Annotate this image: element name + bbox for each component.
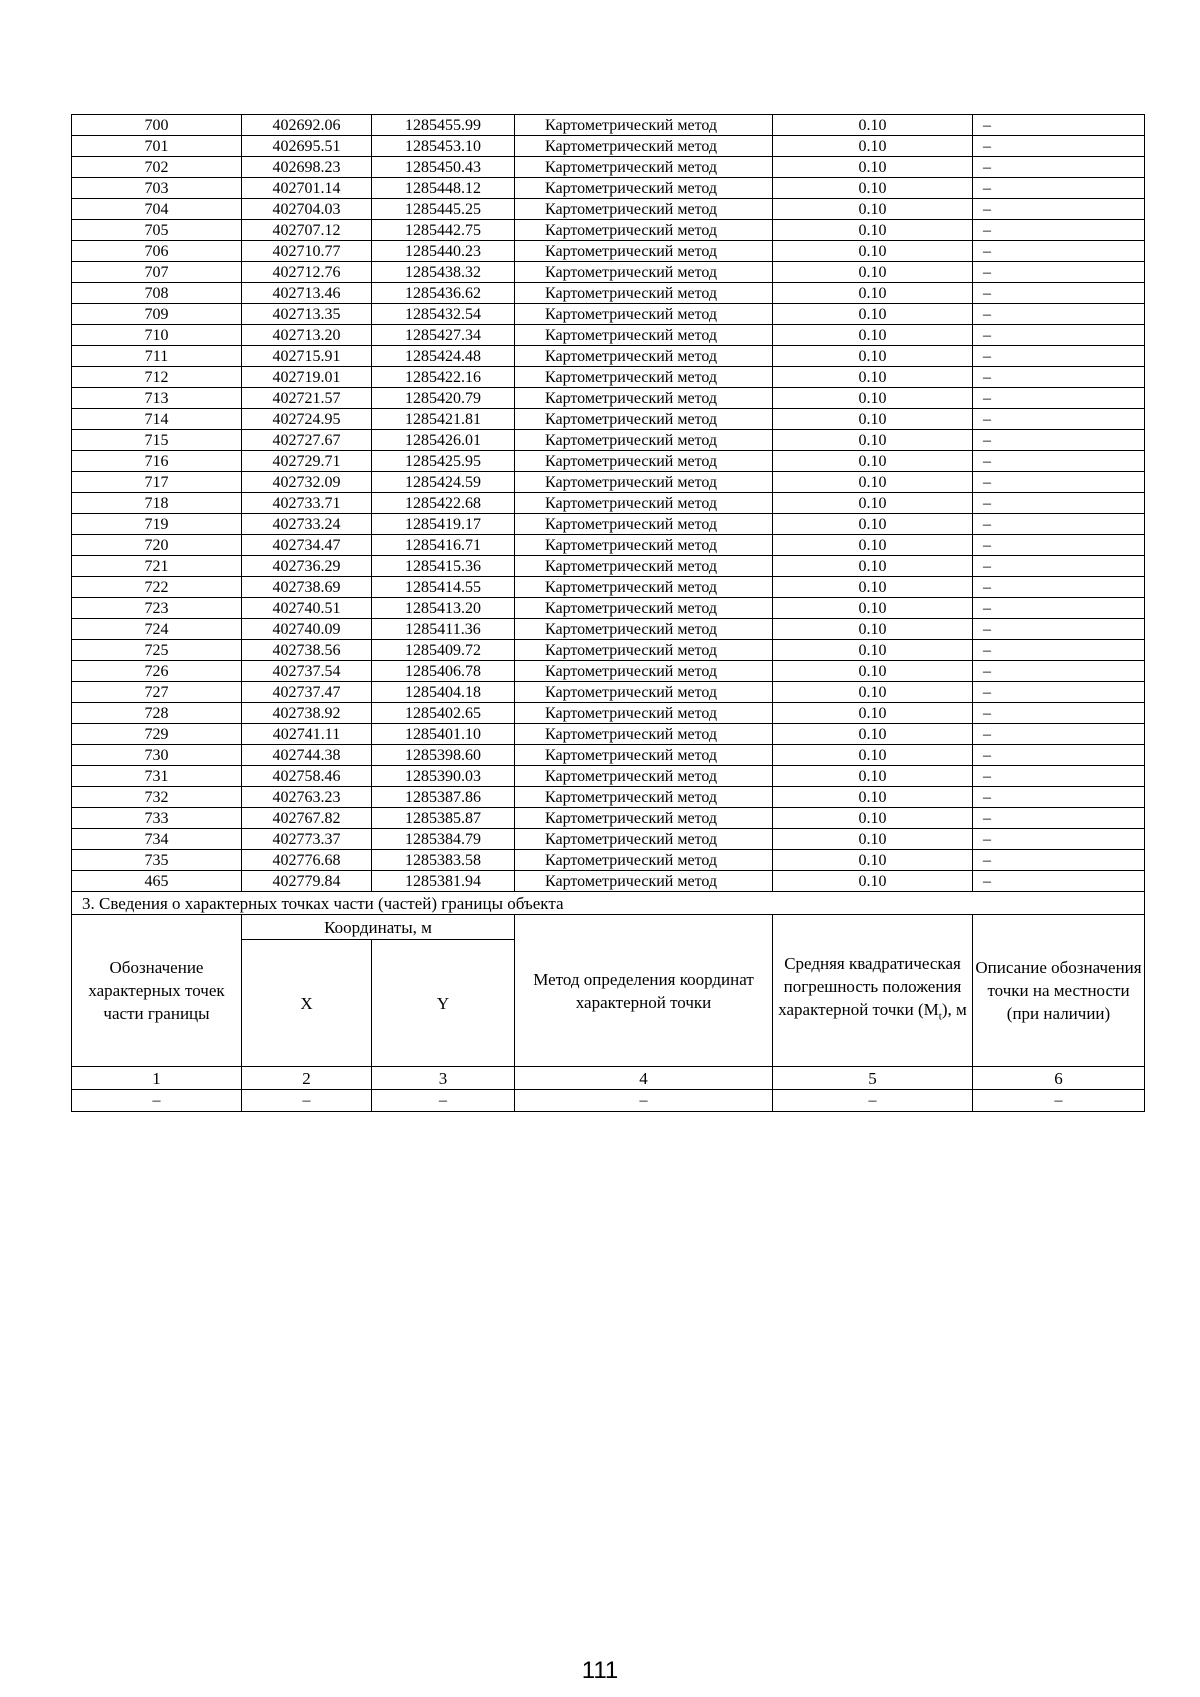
description-cell: –	[973, 178, 1145, 199]
x-cell: 402692.06	[242, 115, 372, 136]
section-3	[72, 892, 1145, 1112]
method-cell: Картометрический метод	[515, 451, 773, 472]
method-cell: Картометрический метод	[515, 619, 773, 640]
x-cell: 402724.95	[242, 409, 372, 430]
method-cell: Картометрический метод	[515, 829, 773, 850]
description-cell: –	[973, 136, 1145, 157]
x-cell: 402776.68	[242, 850, 372, 871]
table-row	[72, 577, 1145, 598]
point-cell: 703	[72, 178, 242, 199]
table-row	[72, 115, 1145, 136]
description-cell: –	[973, 703, 1145, 724]
method-cell: Картометрический метод	[515, 409, 773, 430]
table-row	[72, 283, 1145, 304]
col-number: 5	[773, 1067, 973, 1090]
x-cell: 402740.09	[242, 619, 372, 640]
y-cell: 1285436.62	[372, 283, 515, 304]
method-cell: Картометрический метод	[515, 283, 773, 304]
y-cell: 1285438.32	[372, 262, 515, 283]
point-cell: 723	[72, 598, 242, 619]
y-cell: 1285416.71	[372, 535, 515, 556]
y-cell: 1285384.79	[372, 829, 515, 850]
point-cell: 733	[72, 808, 242, 829]
mt-cell: 0.10	[773, 493, 973, 514]
table-row	[72, 430, 1145, 451]
table-row	[72, 157, 1145, 178]
mt-cell: 0.10	[773, 430, 973, 451]
point-cell: 724	[72, 619, 242, 640]
method-cell: Картометрический метод	[515, 157, 773, 178]
x-cell: 402712.76	[242, 262, 372, 283]
header-x: X	[242, 940, 372, 1067]
point-cell: 726	[72, 661, 242, 682]
description-cell: –	[973, 241, 1145, 262]
table-row	[72, 619, 1145, 640]
method-cell: Картометрический метод	[515, 871, 773, 892]
col-number: 2	[242, 1067, 372, 1090]
description-cell: –	[973, 850, 1145, 871]
x-cell: 402707.12	[242, 220, 372, 241]
point-cell: 704	[72, 199, 242, 220]
header-method: Метод определения координат характерной точки	[515, 915, 773, 1067]
x-cell: 402738.92	[242, 703, 372, 724]
mt-cell: 0.10	[773, 283, 973, 304]
mt-cell: 0.10	[773, 829, 973, 850]
mt-cell: 0.10	[773, 787, 973, 808]
table-row	[72, 220, 1145, 241]
method-cell: Картометрический метод	[515, 808, 773, 829]
y-cell: 1285424.48	[372, 346, 515, 367]
point-cell: 711	[72, 346, 242, 367]
mt-cell: 0.10	[773, 619, 973, 640]
x-cell: 402701.14	[242, 178, 372, 199]
point-cell: 718	[72, 493, 242, 514]
header-coordinates: Координаты, м	[242, 915, 515, 940]
mt-cell: 0.10	[773, 766, 973, 787]
method-cell: Картометрический метод	[515, 724, 773, 745]
point-cell: 722	[72, 577, 242, 598]
mt-cell: 0.10	[773, 409, 973, 430]
description-cell: –	[973, 787, 1145, 808]
x-cell: 402767.82	[242, 808, 372, 829]
mt-cell: 0.10	[773, 115, 973, 136]
table-row	[72, 682, 1145, 703]
mt-cell: 0.10	[773, 598, 973, 619]
x-cell: 402738.69	[242, 577, 372, 598]
empty-cell: –	[72, 1090, 242, 1112]
table-row	[72, 367, 1145, 388]
description-cell: –	[973, 808, 1145, 829]
header-mt-text: Средняя квадратическая погрешность положения характерной точки (M	[778, 954, 962, 1020]
boundary-points-table	[71, 114, 1145, 1112]
y-cell: 1285455.99	[372, 115, 515, 136]
header-point: Обозначение характерных точек части границы	[72, 915, 242, 1067]
table-row	[72, 514, 1145, 535]
mt-cell: 0.10	[773, 514, 973, 535]
table-row	[72, 136, 1145, 157]
description-cell: –	[973, 115, 1145, 136]
y-cell: 1285387.86	[372, 787, 515, 808]
col-number: 1	[72, 1067, 242, 1090]
method-cell: Картометрический метод	[515, 325, 773, 346]
table-row	[72, 325, 1145, 346]
col-number: 4	[515, 1067, 773, 1090]
description-cell: –	[973, 451, 1145, 472]
header-description: Описание обозначения точки на местности (при наличии)	[973, 915, 1145, 1067]
x-cell: 402713.46	[242, 283, 372, 304]
y-cell: 1285422.68	[372, 493, 515, 514]
x-cell: 402698.23	[242, 157, 372, 178]
point-cell: 731	[72, 766, 242, 787]
x-cell: 402744.38	[242, 745, 372, 766]
method-cell: Картометрический метод	[515, 241, 773, 262]
mt-cell: 0.10	[773, 682, 973, 703]
mt-cell: 0.10	[773, 304, 973, 325]
point-cell: 720	[72, 535, 242, 556]
mt-cell: 0.10	[773, 556, 973, 577]
table-row	[72, 346, 1145, 367]
x-cell: 402738.56	[242, 640, 372, 661]
method-cell: Картометрический метод	[515, 388, 773, 409]
y-cell: 1285413.20	[372, 598, 515, 619]
point-cell: 730	[72, 745, 242, 766]
point-cell: 701	[72, 136, 242, 157]
empty-cell: –	[515, 1090, 773, 1112]
x-cell: 402695.51	[242, 136, 372, 157]
mt-cell: 0.10	[773, 220, 973, 241]
x-cell: 402779.84	[242, 871, 372, 892]
description-cell: –	[973, 346, 1145, 367]
y-cell: 1285424.59	[372, 472, 515, 493]
point-cell: 706	[72, 241, 242, 262]
table-row	[72, 451, 1145, 472]
point-cell: 727	[72, 682, 242, 703]
point-cell: 465	[72, 871, 242, 892]
x-cell: 402741.11	[242, 724, 372, 745]
y-cell: 1285426.01	[372, 430, 515, 451]
table-row	[72, 493, 1145, 514]
x-cell: 402736.29	[242, 556, 372, 577]
table-row	[72, 808, 1145, 829]
method-cell: Картометрический метод	[515, 304, 773, 325]
empty-cell: –	[973, 1090, 1145, 1112]
description-cell: –	[973, 514, 1145, 535]
y-cell: 1285420.79	[372, 388, 515, 409]
y-cell: 1285398.60	[372, 745, 515, 766]
description-cell: –	[973, 304, 1145, 325]
method-cell: Картометрический метод	[515, 661, 773, 682]
empty-cell: –	[773, 1090, 973, 1112]
table-row	[72, 661, 1145, 682]
y-cell: 1285432.54	[372, 304, 515, 325]
mt-cell: 0.10	[773, 850, 973, 871]
description-cell: –	[973, 325, 1145, 346]
point-cell: 713	[72, 388, 242, 409]
point-cell: 732	[72, 787, 242, 808]
point-cell: 708	[72, 283, 242, 304]
description-cell: –	[973, 367, 1145, 388]
description-cell: –	[973, 220, 1145, 241]
x-cell: 402719.01	[242, 367, 372, 388]
table-row	[72, 640, 1145, 661]
point-cell: 710	[72, 325, 242, 346]
description-cell: –	[973, 556, 1145, 577]
y-cell: 1285445.25	[372, 199, 515, 220]
description-cell: –	[973, 430, 1145, 451]
method-cell: Картометрический метод	[515, 136, 773, 157]
table-row	[72, 178, 1145, 199]
method-cell: Картометрический метод	[515, 346, 773, 367]
method-cell: Картометрический метод	[515, 178, 773, 199]
method-cell: Картометрический метод	[515, 850, 773, 871]
description-cell: –	[973, 262, 1145, 283]
table-row	[72, 829, 1145, 850]
x-cell: 402737.54	[242, 661, 372, 682]
y-cell: 1285442.75	[372, 220, 515, 241]
point-cell: 712	[72, 367, 242, 388]
point-cell: 717	[72, 472, 242, 493]
x-cell: 402710.77	[242, 241, 372, 262]
x-cell: 402737.47	[242, 682, 372, 703]
point-cell: 721	[72, 556, 242, 577]
mt-cell: 0.10	[773, 745, 973, 766]
method-cell: Картометрический метод	[515, 766, 773, 787]
table-row	[72, 787, 1145, 808]
x-cell: 402721.57	[242, 388, 372, 409]
point-cell: 702	[72, 157, 242, 178]
y-cell: 1285427.34	[372, 325, 515, 346]
method-cell: Картометрический метод	[515, 472, 773, 493]
mt-cell: 0.10	[773, 241, 973, 262]
description-cell: –	[973, 157, 1145, 178]
mt-cell: 0.10	[773, 535, 973, 556]
mt-cell: 0.10	[773, 199, 973, 220]
method-cell: Картометрический метод	[515, 262, 773, 283]
x-cell: 402734.47	[242, 535, 372, 556]
description-cell: –	[973, 640, 1145, 661]
table-row	[72, 409, 1145, 430]
description-cell: –	[973, 682, 1145, 703]
table-row	[72, 871, 1145, 892]
y-cell: 1285401.10	[372, 724, 515, 745]
point-cell: 734	[72, 829, 242, 850]
y-cell: 1285414.55	[372, 577, 515, 598]
description-cell: –	[973, 745, 1145, 766]
method-cell: Картометрический метод	[515, 199, 773, 220]
mt-cell: 0.10	[773, 724, 973, 745]
method-cell: Картометрический метод	[515, 556, 773, 577]
y-cell: 1285383.58	[372, 850, 515, 871]
x-cell: 402733.71	[242, 493, 372, 514]
description-cell: –	[973, 766, 1145, 787]
y-cell: 1285422.16	[372, 367, 515, 388]
page-number: 111	[581, 1657, 619, 1684]
y-cell: 1285415.36	[372, 556, 515, 577]
empty-cell: –	[242, 1090, 372, 1112]
x-cell: 402727.67	[242, 430, 372, 451]
description-cell: –	[973, 199, 1145, 220]
y-cell: 1285440.23	[372, 241, 515, 262]
y-cell: 1285385.87	[372, 808, 515, 829]
method-cell: Картометрический метод	[515, 535, 773, 556]
description-cell: –	[973, 598, 1145, 619]
method-cell: Картометрический метод	[515, 577, 773, 598]
mt-cell: 0.10	[773, 346, 973, 367]
point-cell: 709	[72, 304, 242, 325]
mt-cell: 0.10	[773, 325, 973, 346]
description-cell: –	[973, 724, 1145, 745]
col-number: 6	[973, 1067, 1145, 1090]
point-cell: 728	[72, 703, 242, 724]
mt-cell: 0.10	[773, 808, 973, 829]
x-cell: 402773.37	[242, 829, 372, 850]
description-cell: –	[973, 535, 1145, 556]
mt-cell: 0.10	[773, 367, 973, 388]
point-cell: 715	[72, 430, 242, 451]
table-row	[72, 556, 1145, 577]
point-cell: 705	[72, 220, 242, 241]
description-cell: –	[973, 388, 1145, 409]
x-cell: 402732.09	[242, 472, 372, 493]
table-row	[72, 304, 1145, 325]
table-row	[72, 472, 1145, 493]
point-cell: 719	[72, 514, 242, 535]
method-cell: Картометрический метод	[515, 430, 773, 451]
mt-cell: 0.10	[773, 577, 973, 598]
description-cell: –	[973, 577, 1145, 598]
y-cell: 1285390.03	[372, 766, 515, 787]
method-cell: Картометрический метод	[515, 598, 773, 619]
table-row	[72, 199, 1145, 220]
x-cell: 402704.03	[242, 199, 372, 220]
y-cell: 1285404.18	[372, 682, 515, 703]
mt-cell: 0.10	[773, 472, 973, 493]
y-cell: 1285411.36	[372, 619, 515, 640]
point-cell: 714	[72, 409, 242, 430]
point-cell: 729	[72, 724, 242, 745]
mt-cell: 0.10	[773, 661, 973, 682]
x-cell: 402758.46	[242, 766, 372, 787]
description-cell: –	[973, 472, 1145, 493]
method-cell: Картометрический метод	[515, 787, 773, 808]
table-body	[72, 115, 1145, 892]
table-row	[72, 535, 1145, 556]
x-cell: 402763.23	[242, 787, 372, 808]
mt-cell: 0.10	[773, 178, 973, 199]
table-row	[72, 703, 1145, 724]
x-cell: 402733.24	[242, 514, 372, 535]
table-row	[72, 598, 1145, 619]
y-cell: 1285409.72	[372, 640, 515, 661]
mt-cell: 0.10	[773, 871, 973, 892]
mt-cell: 0.10	[773, 157, 973, 178]
header-mt-subscript: t	[938, 1010, 942, 1023]
table-row	[72, 766, 1145, 787]
description-cell: –	[973, 283, 1145, 304]
description-cell: –	[973, 661, 1145, 682]
x-cell: 402713.35	[242, 304, 372, 325]
table-row	[72, 388, 1145, 409]
y-cell: 1285421.81	[372, 409, 515, 430]
mt-cell: 0.10	[773, 262, 973, 283]
header-mt	[773, 915, 973, 1067]
mt-cell: 0.10	[773, 136, 973, 157]
y-cell: 1285450.43	[372, 157, 515, 178]
section-3-title: 3. Сведения о характерных точках части (частей) границы объекта	[72, 892, 1145, 915]
mt-cell: 0.10	[773, 451, 973, 472]
table-row	[72, 724, 1145, 745]
x-cell: 402715.91	[242, 346, 372, 367]
header-y: Y	[372, 940, 515, 1067]
mt-cell: 0.10	[773, 640, 973, 661]
table-row	[72, 241, 1145, 262]
mt-cell: 0.10	[773, 388, 973, 409]
x-cell: 402740.51	[242, 598, 372, 619]
description-cell: –	[973, 871, 1145, 892]
y-cell: 1285448.12	[372, 178, 515, 199]
table-row	[72, 850, 1145, 871]
description-cell: –	[973, 493, 1145, 514]
empty-row	[72, 1090, 1145, 1112]
empty-cell: –	[372, 1090, 515, 1112]
header-mt-unit: ), м	[941, 1000, 967, 1020]
y-cell: 1285453.10	[372, 136, 515, 157]
y-cell: 1285406.78	[372, 661, 515, 682]
y-cell: 1285402.65	[372, 703, 515, 724]
description-cell: –	[973, 619, 1145, 640]
method-cell: Картометрический метод	[515, 682, 773, 703]
method-cell: Картометрический метод	[515, 745, 773, 766]
point-cell: 700	[72, 115, 242, 136]
y-cell: 1285419.17	[372, 514, 515, 535]
description-cell: –	[973, 829, 1145, 850]
table-row	[72, 262, 1145, 283]
x-cell: 402713.20	[242, 325, 372, 346]
column-numbers-row	[72, 1067, 1145, 1090]
point-cell: 735	[72, 850, 242, 871]
point-cell: 725	[72, 640, 242, 661]
y-cell: 1285425.95	[372, 451, 515, 472]
method-cell: Картометрический метод	[515, 703, 773, 724]
method-cell: Картометрический метод	[515, 493, 773, 514]
point-cell: 707	[72, 262, 242, 283]
x-cell: 402729.71	[242, 451, 372, 472]
method-cell: Картометрический метод	[515, 640, 773, 661]
method-cell: Картометрический метод	[515, 514, 773, 535]
description-cell: –	[973, 409, 1145, 430]
method-cell: Картометрический метод	[515, 367, 773, 388]
method-cell: Картометрический метод	[515, 115, 773, 136]
mt-cell: 0.10	[773, 703, 973, 724]
point-cell: 716	[72, 451, 242, 472]
y-cell: 1285381.94	[372, 871, 515, 892]
method-cell: Картометрический метод	[515, 220, 773, 241]
table-row	[72, 745, 1145, 766]
col-number: 3	[372, 1067, 515, 1090]
